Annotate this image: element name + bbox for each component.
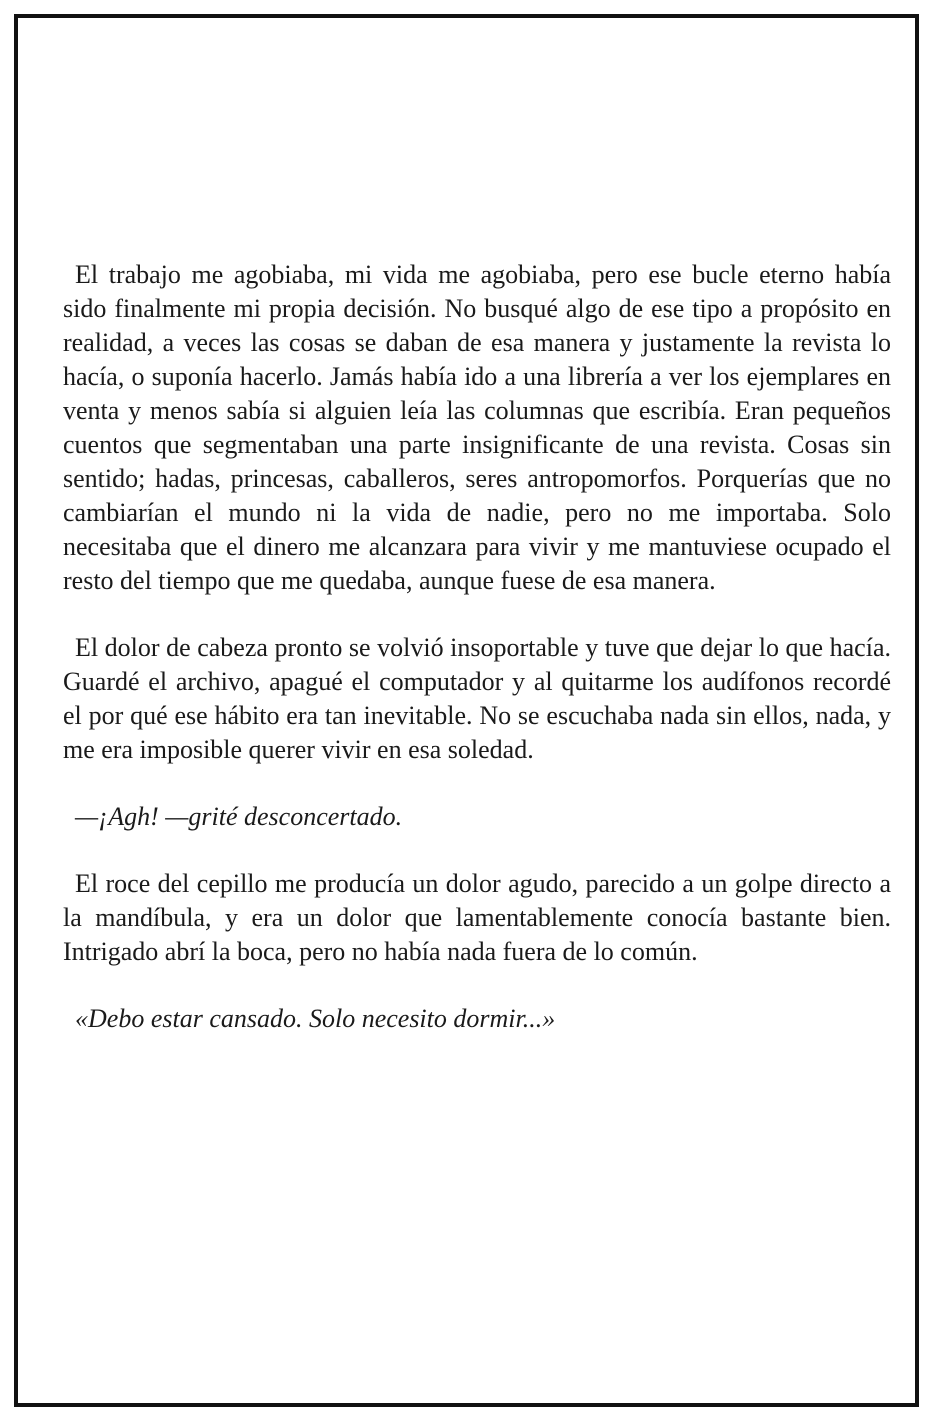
page-frame xyxy=(14,14,919,1407)
text-body xyxy=(63,258,891,1069)
inner-thought: «Debo estar cansado. Solo necesito dormir...» xyxy=(75,1004,556,1033)
paragraph-1: El trabajo me agobiaba, mi vida me agobiaba, pero ese bucle eterno había sido finalmente mi propia decisión. No busqué algo de ese tipo a propósito en realidad, a veces las cosas se daban de esa manera y justamente la revista lo hacía, o suponía hacerlo. Jamás había ido a una librería a ver los ejemplares en venta y menos sabía si alguien leía las columnas que escribía. Eran pequeños cuentos que segmentaban una parte insignificante de una revista. Cosas sin sentido; hadas, princesas, caballeros, seres antropomorfos. Porquerías que no cambiarían el mundo ni la vida de nadie, pero no me importaba. Solo necesitaba que el dinero me alcanzara para vivir y me mantuviese ocupado el resto del tiempo que me quedaba, aunque fuese de esa manera. xyxy=(63,260,891,595)
paragraph-2: El dolor de cabeza pronto se volvió insoportable y tuve que dejar lo que hacía. Guardé el archivo, apagué el computador y al quitarme los audífonos recordé el por qué ese hábito era tan inevitable. No se escuchaba nada sin ellos, nada, y me era imposible querer vivir en esa soledad. xyxy=(63,633,891,764)
dialogue-line: —¡Agh! —grité desconcertado. xyxy=(75,802,403,831)
paragraph-3: El roce del cepillo me producía un dolor agudo, parecido a un golpe directo a la mandíbula, y era un dolor que lamentablemente conocía bastante bien. Intrigado abrí la boca, pero no había nada fuera de lo común. xyxy=(63,869,891,966)
